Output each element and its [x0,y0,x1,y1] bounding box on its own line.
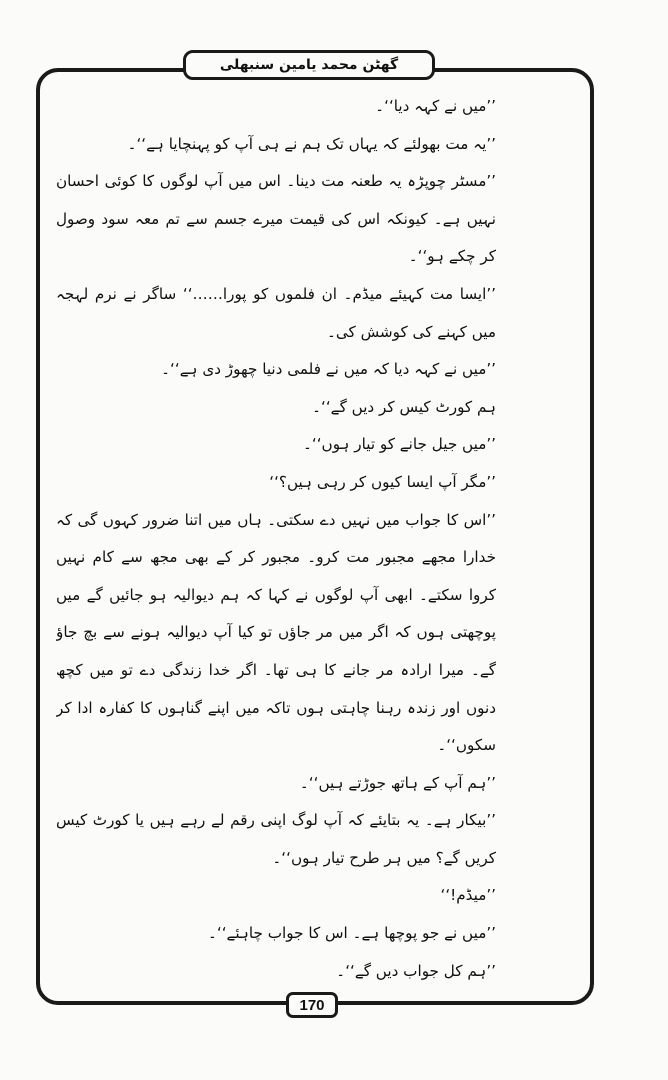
page-number: 170 [299,996,325,1014]
paragraph-11: ’’بیکار ہے۔ یہ بتایئے کہ آپ لوگ اپنی رقم لے رہے ہیں یا کورٹ کیس کریں گے؟ میں ہر طرح تیار ہوں‘‘۔ [56,811,496,867]
paragraph-7: ’’میں جیل جانے کو تیار ہوں‘‘۔ [303,435,496,454]
paragraph-9: ’’اس کا جواب میں نہیں دے سکتی۔ ہاں میں اتنا ضرور کہوں گی کہ خدارا مجھے مجبور مت کرو۔ مجبور کر کے بھی مجھ سے کام نہیں کروا سکتے۔ ابھی آپ لوگوں نے کہا کہ ہم دیوالیہ ہو جائیں گے میں پوچھتی ہوں کہ اگر میں مر جاؤں تو کیا آپ دیوالیہ ہونے سے بچ جاؤ گے۔ میرا ارادہ مر جانے کا ہی تھا۔ اگر خدا زندگی دے تو میں کچھ دنوں اور زندہ رہنا چاہتی ہوں تاکہ میں اپنے گناہوں کا کفارہ ادا کر سکوں‘‘۔ [56,510,496,755]
paragraph-2: ’’یہ مت بھولئے کہ یہاں تک ہم نے ہی آپ کو پہنچایا ہے‘‘۔ [127,134,496,153]
paragraph-13: ’’میں نے جو پوچھا ہے۔ اس کا جواب چاہئے‘‘۔ [207,924,496,943]
paragraph-3: ’’مسٹر چوپڑہ یہ طعنہ مت دینا۔ اس میں آپ لوگوں کا کوئی احسان نہیں ہے۔ کیونکہ اس کی قیمت میرے جسم سے تم معہ سود وصول کر چکے ہو‘‘۔ [56,172,496,266]
paragraph-14: ’’ہم کل جواب دیں گے‘‘۔ [336,961,496,980]
paragraph-5: ’’میں نے کہہ دیا کہ میں نے فلمی دنیا چھوڑ دی ہے‘‘۔ [161,360,496,379]
page-number-box [286,992,338,1018]
paragraph-1: ’’میں نے کہہ دیا‘‘۔ [375,97,496,115]
paragraph-10: ’’ہم آپ کے ہاتھ جوڑتے ہیں‘‘۔ [299,773,496,792]
running-header [183,50,435,80]
paragraph-12: ’’میڈم!‘‘ [440,886,496,905]
header-title: گھٹن محمد یامین سنبھلی [219,57,399,73]
text-body [56,88,578,988]
paragraph-4: ’’ایسا مت کہیئے میڈم۔ ان فلموں کو پورا……‘‘ ساگر نے نرم لہجہ میں کہنے کی کوشش کی۔ [56,284,496,341]
paragraph-6: ہم کورٹ کیس کر دیں گے‘‘۔ [312,397,496,416]
paragraph-8: ’’مگر آپ ایسا کیوں کر رہی ہیں؟‘‘ [269,472,496,491]
